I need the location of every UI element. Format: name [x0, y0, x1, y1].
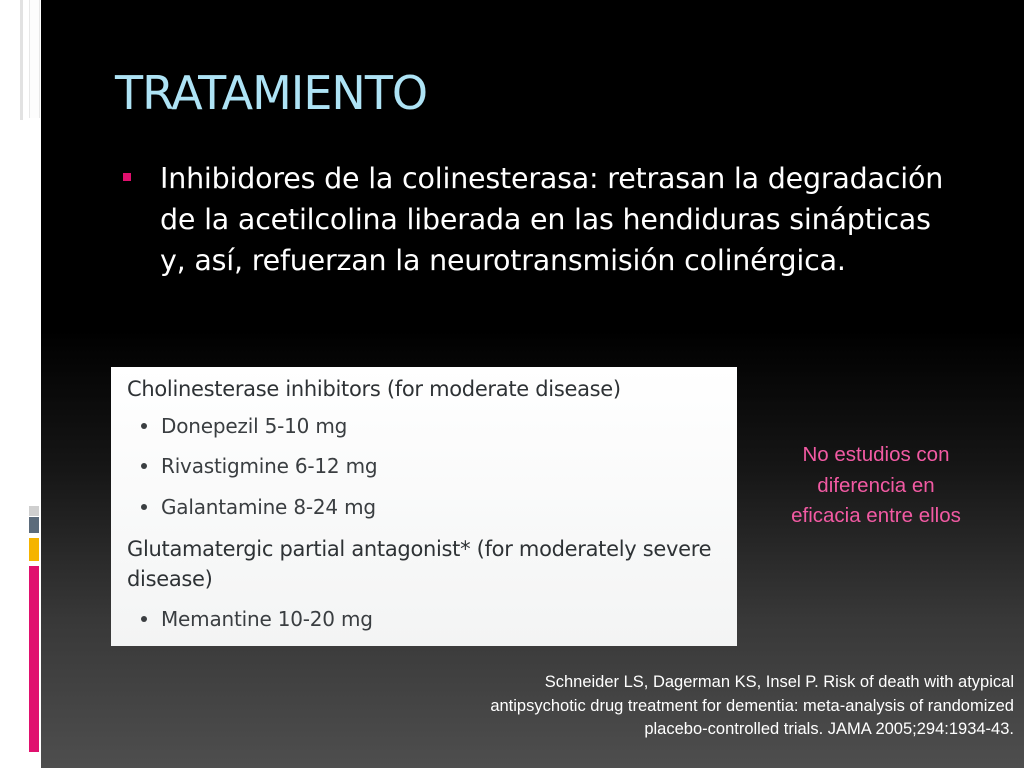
bullet-dot-icon — [141, 616, 147, 622]
section-heading-cholinesterase: Cholinesterase inhibitors (for moderate disease) — [127, 377, 621, 401]
drug-item-text: Galantamine 8-24 mg — [161, 495, 376, 519]
bullet-dot-icon — [141, 423, 147, 429]
left-decorative-band — [0, 0, 41, 768]
accent-bar-pink — [29, 566, 39, 752]
bullet-dot-icon — [141, 504, 147, 510]
bullet-text: Inhibidores de la colinesterasa: retrasan la degradación de la acetilcolina liberada en las hendiduras sinápticas y, así, refuerzan la neurotransmisión colinérgica. — [160, 162, 944, 277]
drug-item-text: Memantine 10-20 mg — [161, 607, 373, 631]
bullet-dot-icon — [141, 463, 147, 469]
slide-title: TRATAMIENTO — [115, 66, 428, 120]
drug-dosage-table-image — [111, 367, 737, 646]
drug-item — [141, 413, 347, 439]
drug-item — [141, 494, 376, 520]
decorative-strip — [29, 0, 40, 118]
drug-item — [141, 606, 373, 632]
drug-item-text: Rivastigmine 6-12 mg — [161, 454, 378, 478]
accent-bar-grey — [29, 506, 39, 516]
bullet-list — [120, 158, 960, 281]
accent-bar-yellow — [29, 538, 39, 561]
bullet-item — [120, 158, 960, 281]
drug-item — [141, 453, 377, 479]
section-heading-glutamatergic: Glutamatergic partial antagonist* (for moderately severe disease) — [127, 537, 712, 591]
side-note: No estudios con diferencia en eficacia entre ellos — [791, 443, 961, 527]
drug-item-text: Donepezil 5-10 mg — [161, 414, 348, 438]
decorative-line — [20, 0, 23, 120]
accent-bar-slate — [29, 517, 39, 533]
square-bullet-icon — [123, 173, 131, 181]
citation: Schneider LS, Dagerman KS, Insel P. Risk of death with atypical antipsychotic drug treatment for dementia: meta-analysis of randomized placebo-controlled trials. JAMA 2005;294:1934-43. — [490, 673, 1014, 738]
